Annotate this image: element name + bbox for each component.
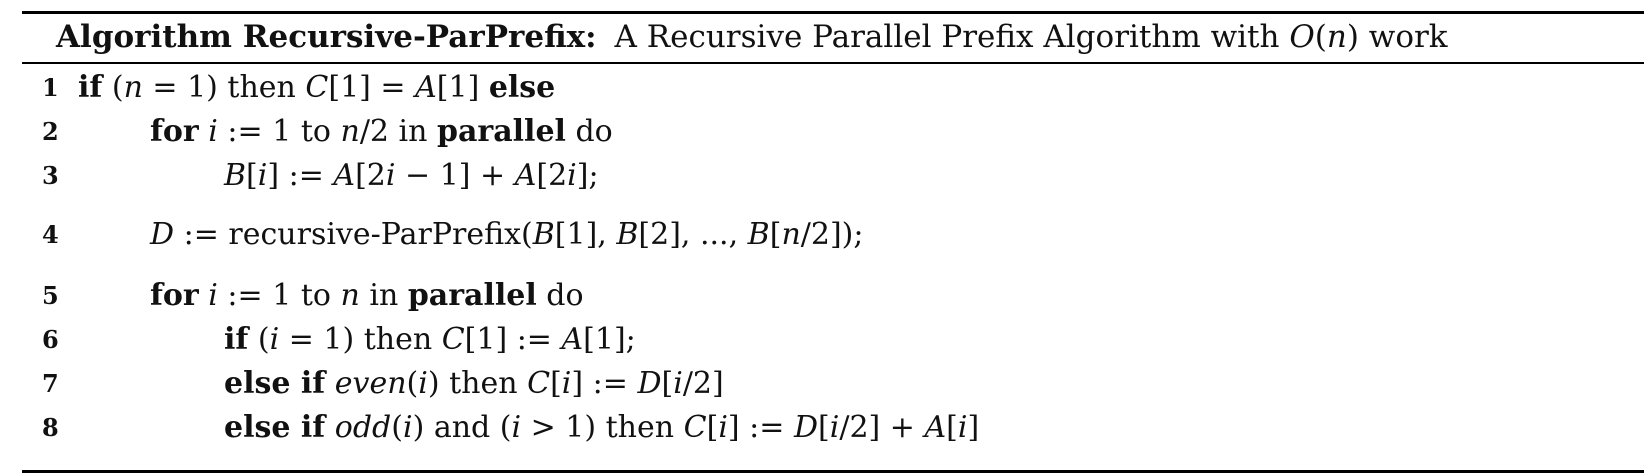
line-number: 7 xyxy=(42,369,59,398)
line-content: D := recursive-ParPrefix(B[1], B[2], ..., B[n/2]); xyxy=(150,217,864,252)
line-number: 3 xyxy=(42,161,59,190)
line-content: B[i] := A[2i − 1] + A[2i]; xyxy=(224,158,599,193)
line-number: 5 xyxy=(42,281,59,310)
line-number: 1 xyxy=(42,73,59,102)
line-number: 2 xyxy=(42,117,59,146)
algorithm-caption xyxy=(56,14,1448,60)
line-content: else if odd(i) and (i > 1) then C[i] := D[i/2] + A[i] xyxy=(224,410,980,445)
line-content: for i := 1 to n in parallel do xyxy=(150,278,584,313)
algorithm-title: A Recursive Parallel Prefix Algorithm with O(n) work xyxy=(614,19,1448,55)
header-rule xyxy=(22,62,1644,64)
line-content: if (i = 1) then C[1] := A[1]; xyxy=(224,322,636,357)
bottom-rule xyxy=(22,470,1644,473)
line-content: if (n = 1) then C[1] = A[1] else xyxy=(78,70,556,105)
algorithm-label: Algorithm Recursive-ParPrefix: xyxy=(56,19,597,55)
line-content: for i := 1 to n/2 in parallel do xyxy=(150,114,613,149)
line-content: else if even(i) then C[i] := D[i/2] xyxy=(224,366,724,401)
line-number: 6 xyxy=(42,325,59,354)
line-number: 8 xyxy=(42,413,59,442)
line-number: 4 xyxy=(42,220,59,249)
